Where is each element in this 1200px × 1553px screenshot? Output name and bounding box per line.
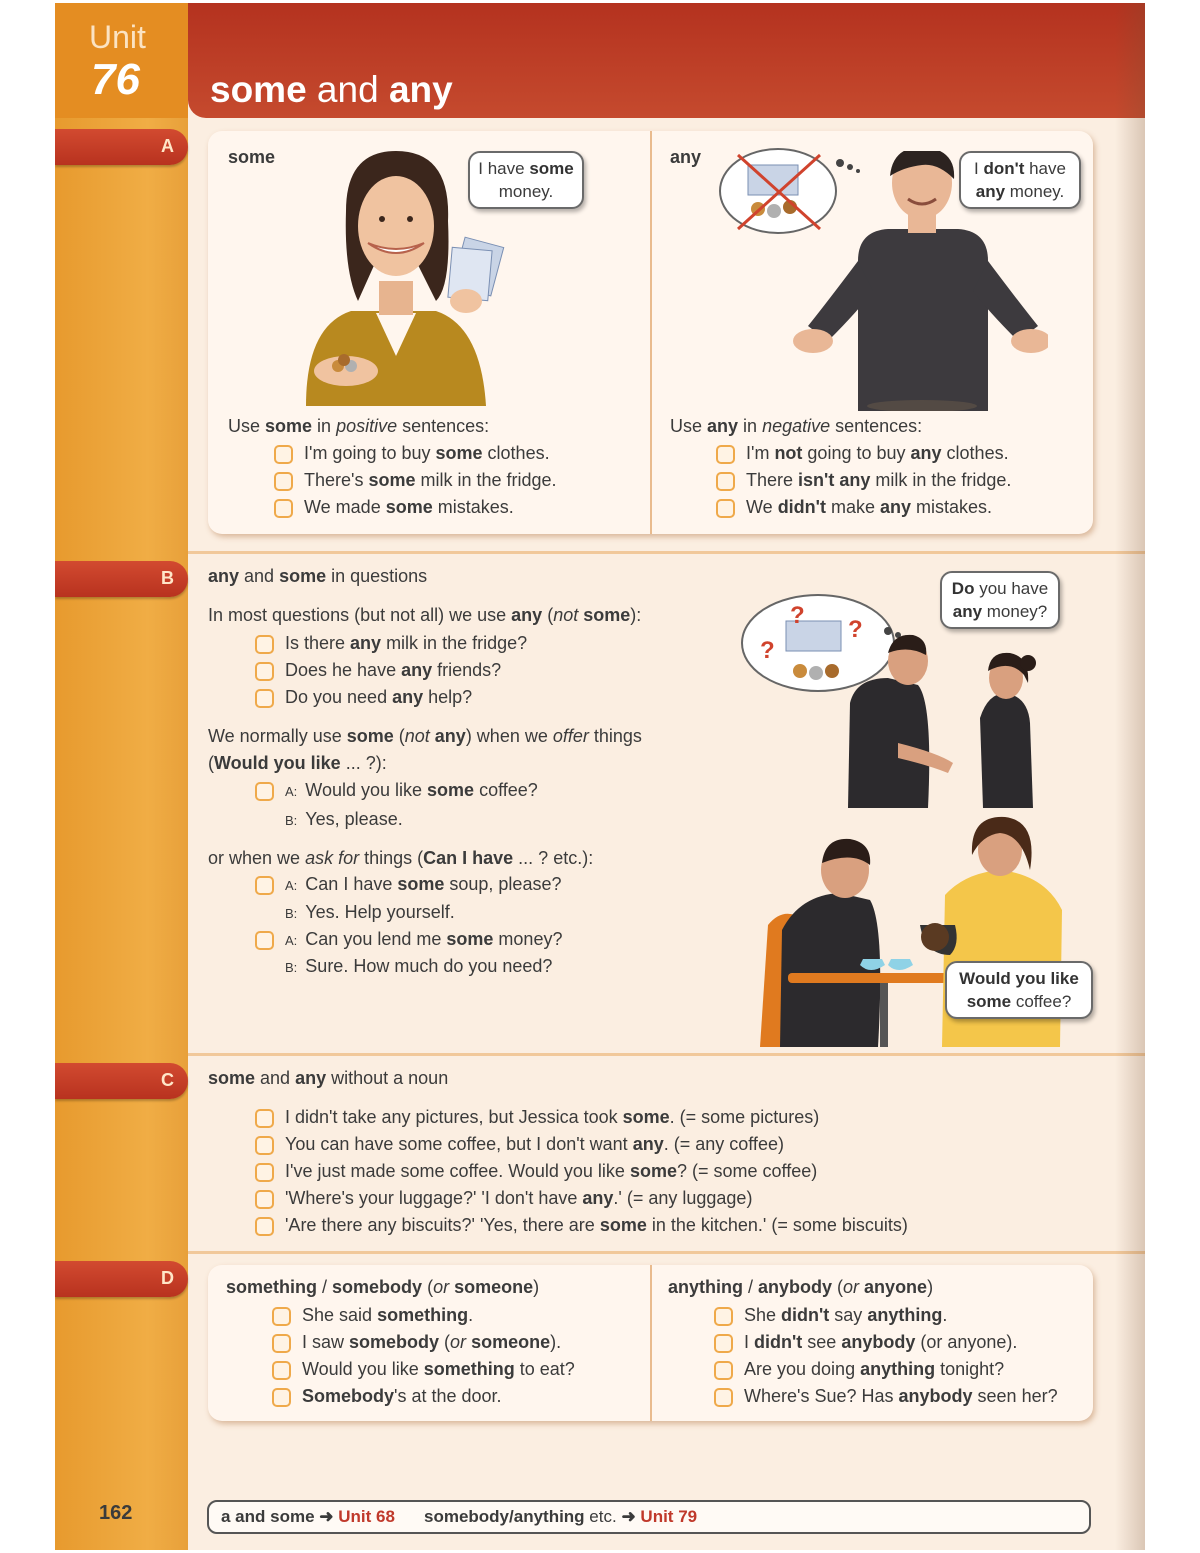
example-sentence: I saw somebody (or someone). — [302, 1332, 562, 1352]
example-sentence: I'm not going to buy any clothes. — [746, 443, 1009, 463]
speech-bubble: Do you have any money? — [940, 571, 1060, 629]
page-title: some and any — [210, 69, 453, 110]
example-sentence: Does he have any friends? — [285, 660, 502, 680]
example-sentence: Would you like something to eat? — [302, 1359, 575, 1379]
section-d-right-heading: anything / anybody (or anyone) — [668, 1277, 934, 1297]
column-divider — [650, 131, 652, 534]
page — [55, 3, 1145, 1550]
example-sentence: There isn't any milk in the fridge. — [746, 470, 1012, 490]
example-sentence: Is there any milk in the fridge? — [285, 633, 528, 653]
section-a-right-heading: any — [670, 147, 702, 167]
speech-bubble: I have some money. — [468, 151, 584, 209]
section-divider — [188, 551, 1145, 554]
dialogue-line: B: Sure. How much do you need? — [285, 956, 553, 976]
section-divider — [188, 1053, 1145, 1056]
dialogue-line: A: Can I have some soup, please? — [285, 874, 562, 894]
section-divider — [188, 1251, 1145, 1254]
section-a-left-heading: some — [228, 147, 276, 167]
section-b-heading: any and some in questions — [208, 566, 428, 586]
cross-reference-2[interactable]: somebody/anything etc. ➜ Unit 79 — [424, 1507, 698, 1526]
section-c-heading: some and any without a noun — [208, 1068, 449, 1088]
section-a-right-intro: Use any in negative sentences: — [670, 416, 923, 436]
example-sentence: Do you need any help? — [285, 687, 473, 707]
svg-text:?: ? — [790, 602, 805, 629]
section-b-intro-2b: (Would you like ... ?): — [208, 753, 387, 773]
section-d-panel — [208, 1265, 1093, 1421]
header-band — [188, 3, 1145, 118]
section-b-intro-2: We normally use some (not any) when we offer things — [208, 726, 642, 746]
section-tab-a: A — [55, 129, 188, 165]
example-sentence: I've just made some coffee. Would you like some? (= some coffee) — [285, 1161, 818, 1181]
section-tab-b: B — [55, 561, 188, 597]
example-sentence: Are you doing anything tonight? — [744, 1359, 1005, 1379]
example-sentence: I didn't take any pictures, but Jessica took some. (= some pictures) — [285, 1107, 820, 1127]
section-a-left-intro: Use some in positive sentences: — [228, 416, 490, 436]
section-b-intro-3: or when we ask for things (Can I have ... ? etc.): — [208, 848, 594, 868]
dialogue-line: A: Would you like some coffee? — [285, 780, 538, 800]
dialogue-line: B: Yes. Help yourself. — [285, 902, 455, 922]
page-edge-shadow — [1115, 3, 1145, 1550]
example-sentence: 'Where's your luggage?' 'I don't have any.' (= any luggage) — [285, 1188, 753, 1208]
unit-word: Unit — [89, 19, 146, 55]
example-sentence: She said something. — [302, 1305, 474, 1325]
cross-reference-box — [207, 1500, 1091, 1534]
example-sentence: I'm going to buy some clothes. — [304, 443, 550, 463]
example-sentence: Somebody's at the door. — [302, 1386, 502, 1406]
example-sentence: There's some milk in the fridge. — [304, 470, 557, 490]
svg-text:?: ? — [848, 616, 863, 643]
example-sentence: 'Are there any biscuits?' 'Yes, there are some in the kitchen.' (= some biscuits) — [285, 1215, 908, 1235]
column-divider — [650, 1265, 652, 1421]
example-sentence: We made some mistakes. — [304, 497, 514, 517]
example-sentence: Where's Sue? Has anybody seen her? — [744, 1386, 1058, 1406]
section-d-left-heading: something / somebody (or someone) — [226, 1277, 540, 1297]
speech-bubble: Would you like some coffee? — [945, 961, 1093, 1019]
example-sentence: We didn't make any mistakes. — [746, 497, 993, 517]
section-a-panel — [208, 131, 1093, 534]
section-tab-d: D — [55, 1261, 188, 1297]
example-sentence: You can have some coffee, but I don't want any. (= any coffee) — [285, 1134, 784, 1154]
example-sentence: I didn't see anybody (or anyone). — [744, 1332, 1018, 1352]
speech-bubble: I don't have any money. — [959, 151, 1081, 209]
svg-text:?: ? — [760, 637, 775, 664]
page-number: 162 — [99, 1502, 133, 1524]
example-sentence: She didn't say anything. — [744, 1305, 948, 1325]
dialogue-line: B: Yes, please. — [285, 809, 403, 829]
unit-box — [55, 3, 188, 118]
dialogue-line: A: Can you lend me some money? — [285, 929, 563, 949]
section-b-intro-1: In most questions (but not all) we use any (not some): — [208, 605, 642, 625]
cross-reference-1[interactable]: a and some ➜ Unit 68 — [221, 1507, 395, 1526]
sidebar — [55, 3, 188, 1550]
section-tab-c: C — [55, 1063, 188, 1099]
unit-number: 76 — [91, 55, 140, 104]
